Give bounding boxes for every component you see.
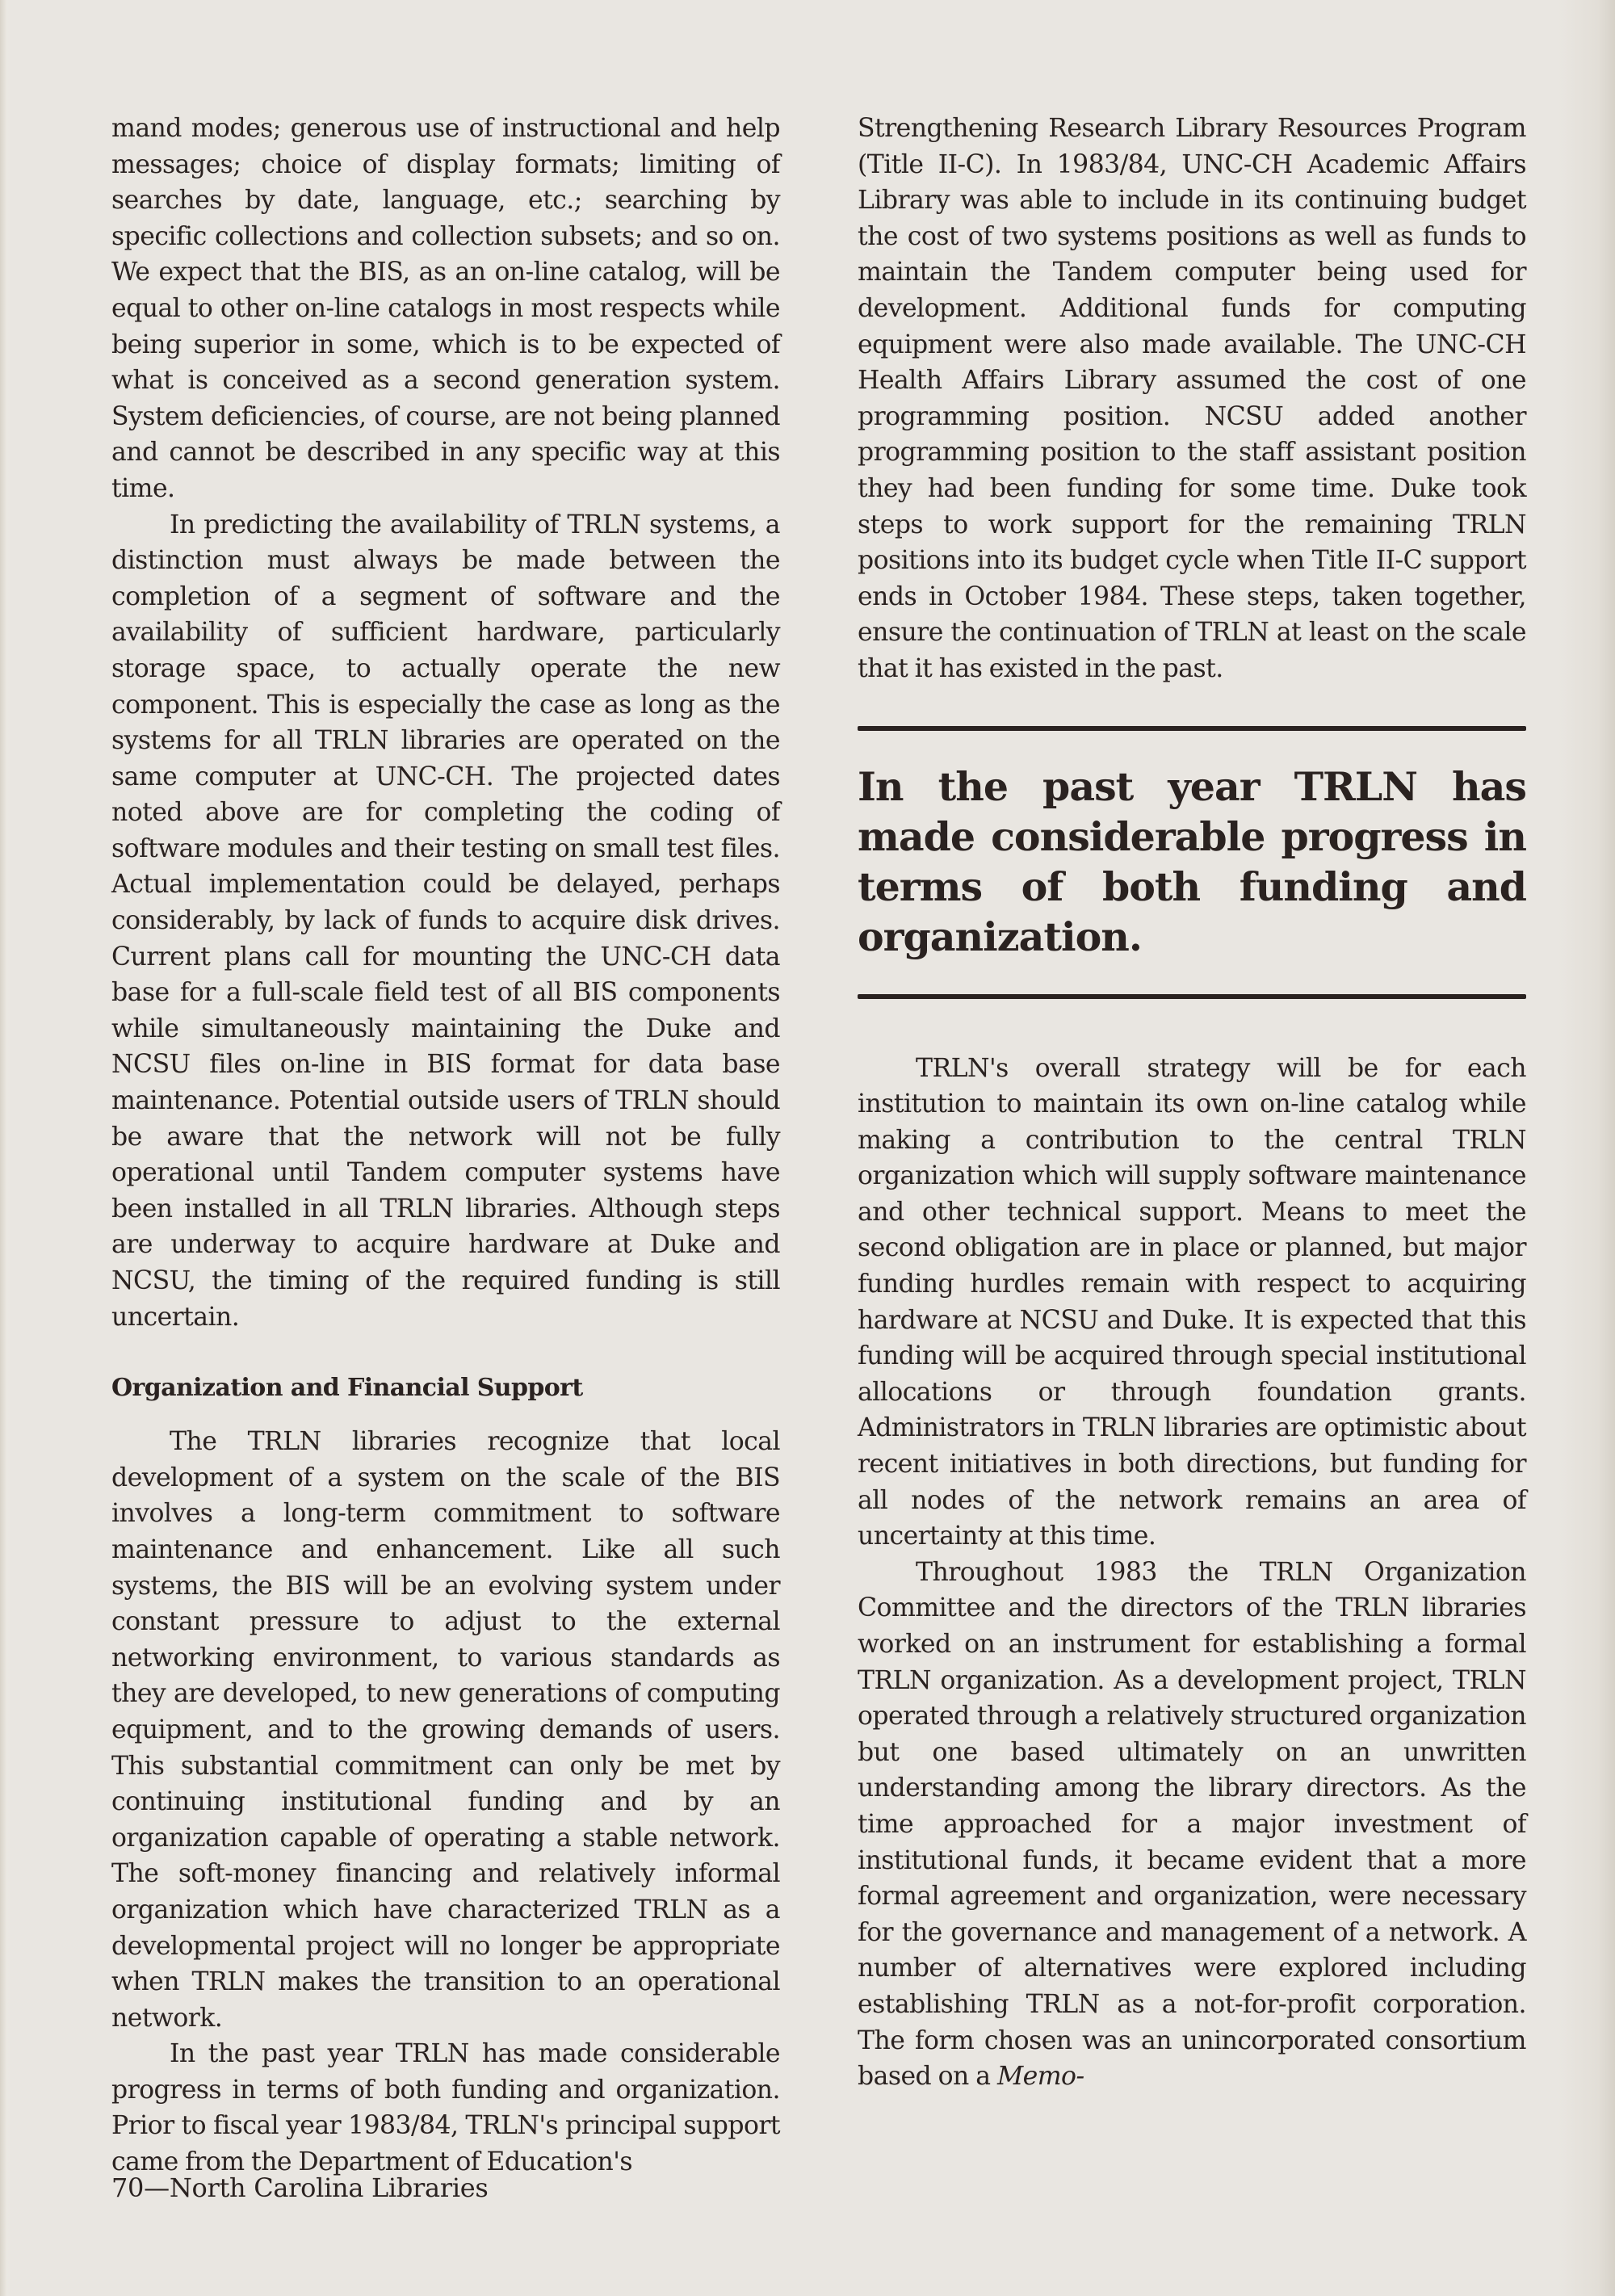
body-paragraph-last	[858, 1555, 1526, 2095]
page-outer-edge	[1558, 0, 1615, 2296]
body-paragraph-text: Throughout 1983 the TRLN Organization Committee and the directors of the TRLN libraries worked on an instrument for establishing a formal TRLN organization. As a development project, TRLN operated through a relatively structured organization but one based ultimately on an unwritten understanding among the library directors. As the time approached for a major investment of institutional funds, it became evident that a more formal agreement and organization, were necessary for the governance and management of a network. A number of alternatives were explored including establishing TRLN as a not-for-profit corporation. The form chosen was an unincorporated consortium based on a	[858, 1557, 1526, 2092]
italic-continuation: Memo-	[996, 2062, 1084, 2092]
pull-quote-bottom-rule	[858, 994, 1526, 999]
pull-quote: In the past year TRLN has made considerable progress in terms of both funding and organization.	[858, 762, 1526, 960]
left-column	[111, 111, 780, 2181]
section-subheading: Organization and Financial Support	[111, 1374, 583, 1403]
body-paragraph: Strengthening Research Library Resources Program (Title II-C). In 1983/84, UNC-CH Academic Affairs Library was able to include in its continuing budget the cost of two systems positions as well as funds to maintain the Tandem computer being used for development. Additional funds for computing equipment were also made available. The UNC-CH Health Affairs Library assumed the cost of one programming position. NCSU added another programming position to the staff assistant position they had been funding for some time. Duke took steps to work support for the remaining TRLN positions into its budget cycle when Title II-C support ends in October 1984. These steps, taken together, ensure the continuation of TRLN at least on the scale that it has existed in the past.	[858, 114, 1526, 683]
body-paragraph: mand modes; generous use of instructional and help messages; choice of display formats; limiting of searches by date, language, etc.; searching by specific collections and collection subsets; and so on. We expect that the BIS, as an on-line catalog, will be equal to other on-line catalogs in most respects while being superior in some, which is to be expected of what is conceived as a second generation system. System deficiencies, of course, are not being planned and cannot be described in any specific way at this time.	[111, 114, 780, 503]
page-binding-edge	[0, 0, 11, 2296]
body-paragraph: In predicting the availability of TRLN systems, a distinction must always be made between the completion of a segment of software and the availability of sufficient hardware, particularly storage space, to actually operate the new component. This is especially the case as long as the systems for all TRLN libraries are operated on the same computer at UNC-CH. The projected dates noted above are for completing the coding of software modules and their testing on small test files. Actual implementation could be delayed, perhaps considerably, by lack of funds to acquire disk drives. Current plans call for mounting the UNC-CH data base for a full-scale field test of all BIS components while simultaneously maintaining the Duke and NCSU files on-line in BIS format for data base maintenance. Potential outside users of TRLN should be aware that the network will not be fully operational until Tandem computer systems have been installed in all TRLN libraries. Although steps are underway to acquire hardware at Duke and NCSU, the timing of the required funding is still uncertain.	[111, 510, 780, 1332]
page-footer: 70—North Carolina Libraries	[111, 2172, 489, 2203]
body-paragraph: In the past year TRLN has made considerable progress in terms of both funding and organization. Prior to fiscal year 1983/84, TRLN's principal support came from the Department of Education's	[111, 2039, 780, 2177]
body-paragraph: TRLN's overall strategy will be for each institution to maintain its own on-line catalog while making a contribution to the central TRLN organization which will supply software maintenance and other technical support. Means to meet the second obligation are in place or planned, but major funding hurdles remain with respect to acquiring hardware at NCSU and Duke. It is expected that this funding will be acquired through special institutional allocations or through foundation grants. Administrators in TRLN libraries are optimistic about recent initiatives in both directions, but funding for all nodes of the network remains an area of uncertainty at this time.	[858, 1053, 1526, 1551]
pull-quote-top-rule	[858, 726, 1526, 731]
right-column	[858, 111, 1526, 2095]
body-paragraph: The TRLN libraries recognize that local development of a system on the scale of the BIS involves a long-term commitment to software maintenance and enhancement. Like all such systems, the BIS will be an evolving system under constant pressure to adjust to the external networking environment, to various standards as they are developed, to new generations of computing equipment, and to the growing demands of users. This substantial commitment can only be met by continuing institutional funding and by an organization capable of operating a stable network. The soft-money financing and relatively informal organization which have characterized TRLN as a developmental project will no longer be appropriate when TRLN makes the transition to an operational network.	[111, 1427, 780, 2033]
